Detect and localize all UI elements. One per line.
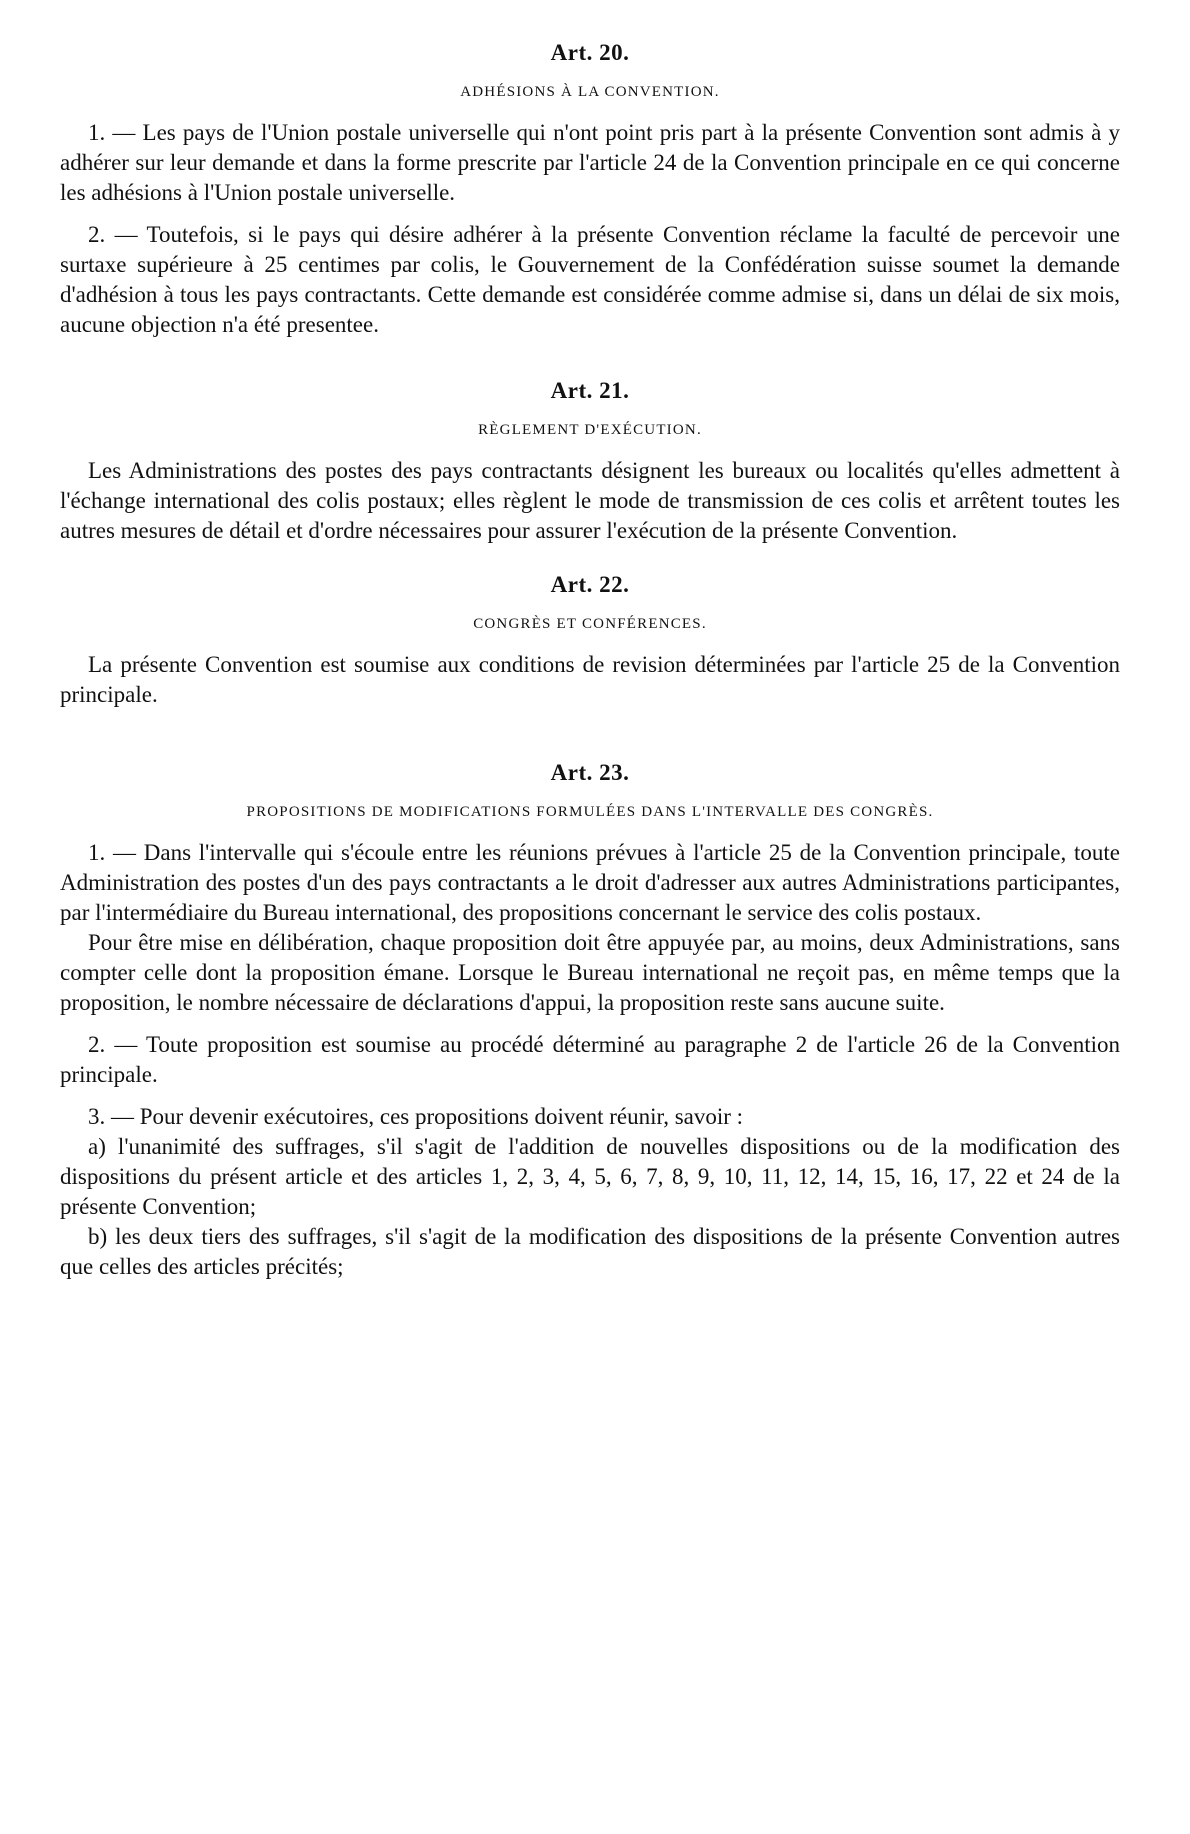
paragraph: 1. — Les pays de l'Union postale universelle qui n'ont point pris part à la présente Convention sont admis à y adhérer sur leur demande et dans la forme prescrite par l'article 24 de la Convention principale en ce qui concerne les adhésions à l'Union postale universelle.	[60, 120, 1120, 205]
paragraph: 2. — Toutefois, si le pays qui désire adhérer à la présente Convention réclame la faculté de percevoir une surtaxe supérieure à 25 centimes par colis, le Gouvernement de la Confédération suisse soumet la demande d'adhésion à tous les pays contractants. Cette demande est considérée comme admise si, dans un délai de six mois, aucune objection n'a été presentee.	[60, 222, 1120, 337]
article-subtitle: PROPOSITIONS DE MODIFICATIONS FORMULÉES DANS L'INTERVALLE DES CONGRÈS.	[246, 804, 934, 820]
article-23	[60, 758, 1120, 1282]
article-subtitle: CONGRÈS ET CONFÉRENCES.	[473, 616, 707, 632]
paragraph: Les Administrations des postes des pays contractants désignent les bureaux ou localités qu'elles admettent à l'échange international des colis postaux; elles règlent le mode de transmission de ces colis et arrêtent toutes les autres mesures de détail et d'ordre nécessaires pour assurer l'exécution de la présente Convention.	[60, 458, 1120, 543]
article-20	[60, 38, 1120, 340]
article-title: Art. 20.	[550, 40, 630, 65]
paragraph: La présente Convention est soumise aux conditions de revision déterminées par l'article 25 de la Convention principale.	[60, 652, 1120, 707]
list-item: b) les deux tiers des suffrages, s'il s'agit de la modification des dispositions de la présente Convention autres que celles des articles précités;	[60, 1224, 1120, 1279]
paragraph: 2. — Toute proposition est soumise au procédé déterminé au paragraphe 2 de l'article 26 de la Convention principale.	[60, 1032, 1120, 1087]
document-page	[60, 38, 1120, 1282]
article-title: Art. 22.	[550, 572, 630, 597]
paragraph: 1. — Dans l'intervalle qui s'écoule entre les réunions prévues à l'article 25 de la Convention principale, toute Administration des postes d'un des pays contractants a le droit d'adresser aux autres Administrations participantes, par l'intermédiaire du Bureau international, des propositions concernant le service des colis postaux.	[60, 840, 1120, 925]
article-21	[60, 376, 1120, 546]
article-title: Art. 23.	[550, 760, 630, 785]
list-item: a) l'unanimité des suffrages, s'il s'agit de l'addition de nouvelles dispositions ou de la modification des dispositions du présent article et des articles 1, 2, 3, 4, 5, 6, 7, 8, 9, 10, 11, 12, 14, 15, 16, 17, 22 et 24 de la présente Convention;	[60, 1134, 1120, 1219]
article-subtitle: ADHÉSIONS À LA CONVENTION.	[460, 84, 720, 100]
paragraph: 3. — Pour devenir exécutoires, ces propositions doivent réunir, savoir :	[88, 1104, 744, 1129]
article-subtitle: RÈGLEMENT D'EXÉCUTION.	[478, 422, 702, 438]
article-title: Art. 21.	[550, 378, 630, 403]
paragraph: Pour être mise en délibération, chaque proposition doit être appuyée par, au moins, deux Administrations, sans compter celle dont la proposition émane. Lorsque le Bureau international ne reçoit pas, en même temps que la proposition, le nombre nécessaire de déclarations d'appui, la proposition reste sans aucune suite.	[60, 930, 1120, 1015]
article-22	[60, 570, 1120, 710]
